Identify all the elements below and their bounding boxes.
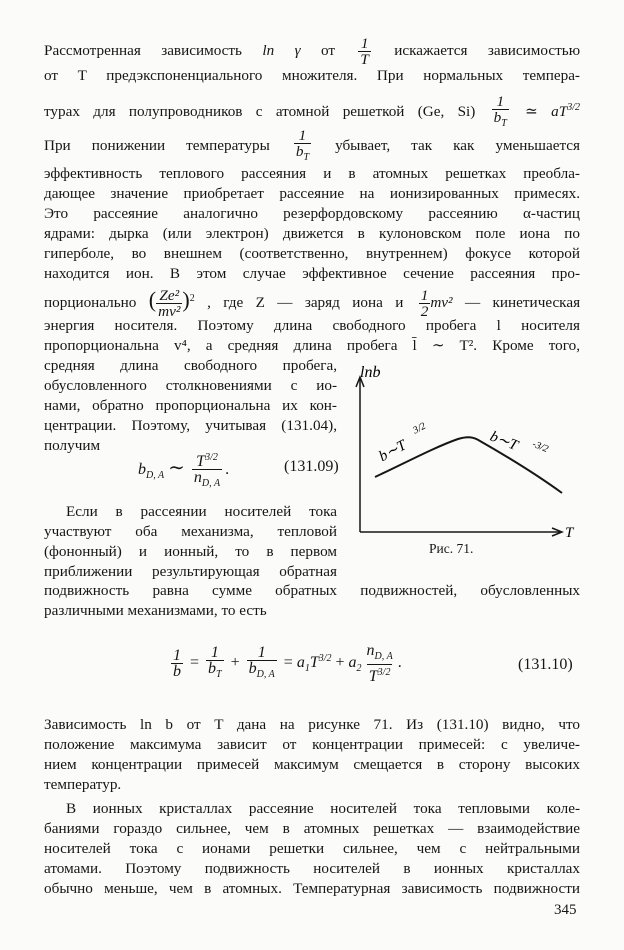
text-line: баниями гораздо сильнее, чем в атомных решетках — взаимодействие	[44, 820, 580, 837]
fraction-T-over-n: $\frac{T^{3/2}}{n_{D, A}}$	[193, 452, 221, 489]
text-line: от T предэкспоненциального множителя. При нормальных темпера-	[44, 67, 580, 84]
text-line: гиперболе, во внешнем (соответственно, внутреннем) фокусе которой	[44, 245, 580, 262]
left-curve-label	[374, 421, 432, 465]
fraction-1-over-bT: $\frac{1}{b_T}$	[208, 644, 222, 680]
fraction-Ze2-over-mv2: $\frac{\text{Ze²}}{\text{mv²}}$	[158, 287, 181, 321]
equation-131-09: $b_{D, A}$ ∼ $\frac{T^{3/2}}{n_{D, A}}$ .	[138, 452, 230, 489]
fraction-1-over-bT: $\frac{1}{b_T}$	[493, 93, 507, 129]
right-curve-label	[488, 423, 550, 465]
text-line: носителей тока с ионами решетки сильнее, чем с нейтральными	[44, 840, 580, 857]
text-line: получим	[44, 437, 101, 454]
equation-number: (131.09)	[284, 458, 339, 475]
text-line: ядрами: дырка (или электрон) движется в кулоновском поле иона по	[44, 225, 580, 242]
text-line: участвуют оба механизма, тепловой	[44, 523, 337, 540]
text-line: турах для полупроводников с атомной решеткой (Ge, Si) $\frac{1}{b_T}$ ≃ $aT^{3/2}$	[44, 93, 580, 129]
text-line: обусловленного столкновениями с ио-	[44, 377, 337, 394]
page-number: 345	[554, 902, 577, 918]
fraction-1-over-bT: $\frac{1}{b_T}$	[295, 127, 310, 163]
figure-caption: Рис. 71.	[429, 541, 474, 556]
text-line: атомами. Поэтому подвижность носителей в ионных кристаллах	[44, 860, 580, 877]
fraction-one-half: $\frac{1}{2}$	[420, 287, 429, 321]
text-line: Зависимость ln b от T дана на рисунке 71. Из (131.10) видно, что	[44, 716, 580, 733]
svg-text:-3/2: -3/2	[530, 438, 550, 455]
text-line: дающее значение приобретает рассеяние на ионизированных примесях.	[44, 185, 580, 202]
x-axis-label: T	[565, 525, 574, 541]
text-line: нами, обратно пропорциональна их кон-	[44, 397, 337, 414]
fraction-1-over-b: $\frac{1}{b}$	[173, 647, 181, 680]
text-line: В ионных кристаллах рассеяние носителей тока тепловыми коле-	[66, 800, 580, 817]
text-line: энергия носителя. Поэтому длина свободного пробега l носителя	[44, 317, 580, 334]
text-line: эффективность теплового рассеяния и в атомных решетках преобла-	[44, 165, 580, 182]
text-line: порционально ( $\frac{\text{Ze²}}{\text{mv²}}$ )$^2$ , где Z — заряд иона и $\frac{1}{2}$ mv² — кинетическая	[44, 287, 581, 321]
text-line: пропорциональна v⁴, а средняя длина пробега l̄ ∼ T². Кроме того,	[44, 337, 580, 354]
text-line: При понижении температуры $\frac{1}{b_T}$ убывает, так как уменьшается	[44, 127, 581, 163]
y-axis-label: lnb	[360, 364, 381, 381]
text-line: приближении результирующая обратная	[44, 563, 337, 580]
text-line: средняя длина свободного пробега,	[44, 357, 337, 374]
text-line: центрации. Поэтому, учитывая (131.04),	[44, 417, 337, 434]
equation-number: (131.10)	[518, 656, 573, 673]
svg-text:b∼T: b∼T	[487, 428, 520, 455]
text-line: Это рассеяние аналогично резерфордовскому рассеянию α-частиц	[44, 205, 580, 222]
text-line: Рассмотренная зависимость ln γ от $\frac{1}{T}$ искажается зависимостью	[44, 35, 581, 68]
text-line: нием концентрации примесей максимум смещается в сторону высоких	[44, 756, 580, 773]
text-line: различными механизмами, то есть	[44, 602, 267, 619]
text-line: Если в рассеянии носителей тока	[66, 503, 337, 520]
text-line: (фононный) и ионный, то в первом	[44, 543, 337, 560]
text-line: температур.	[44, 776, 122, 793]
text-line: подвижность равна сумме обратных подвижностей, обусловленных	[44, 582, 580, 599]
equation-131-10: $\frac{1}{b}$ = $\frac{1}{b_T}$ + $\frac{1}{b_{D, A}}$ = $a_1T^{3/2} + a_2$ $\frac{n_{D, A}}{T^{3/2}}$ .	[173, 642, 402, 685]
svg-text:b∼T: b∼T	[376, 437, 410, 466]
text-line: находится ион. В этом случае эффективное сечение рассеяния про-	[44, 265, 580, 282]
text-line: положение максимума зависит от концентрации примесей: с увеличе-	[44, 736, 580, 753]
fraction-n-over-T: $\frac{n_{D, A}}{T^{3/2}}$	[366, 642, 393, 685]
figure-71-plot	[350, 355, 590, 560]
svg-text:3/2: 3/2	[411, 420, 428, 437]
fraction-1-over-bDA: $\frac{1}{b_{D, A}}$	[248, 644, 275, 680]
fraction-1-over-T: $\frac{1}{T}$	[360, 35, 369, 68]
text-line: обычно меньше, чем в атомных. Температурная зависимость подвижности	[44, 880, 580, 897]
